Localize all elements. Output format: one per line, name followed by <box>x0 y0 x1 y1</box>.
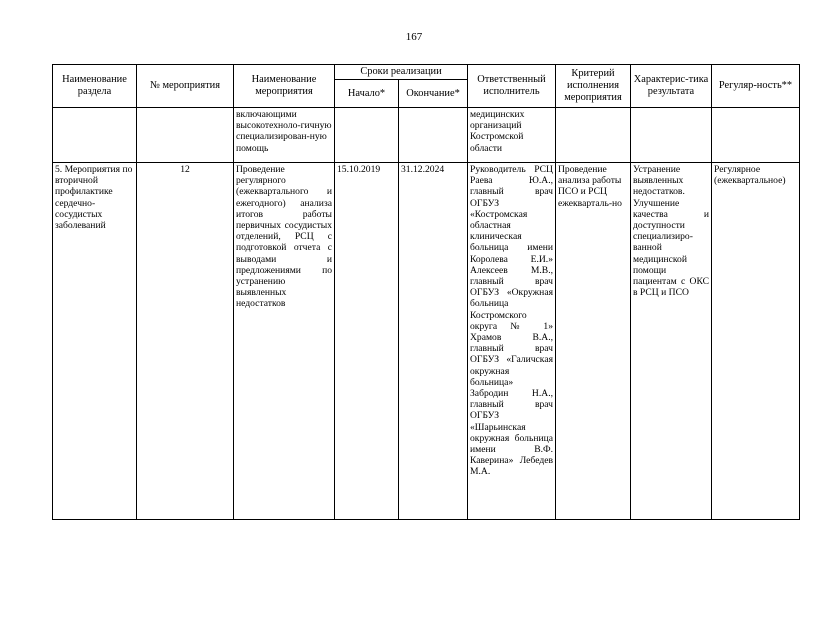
header-criterion: Критерий исполнения мероприятия <box>556 65 631 108</box>
table-row <box>53 108 800 163</box>
cell-name: включающими высокотехноло-гичную специализирован-ную помощь <box>234 108 335 163</box>
cell-regularity: Регулярное (ежеквартальное) <box>712 163 800 520</box>
cell-characteristic: Устранение выявленных недостатков. Улучшение качества и доступности специализиро-ванной медицинской помощи пациентам с ОКС в РСЦ и ПСО <box>631 163 712 520</box>
header-regularity: Регуляр-ность** <box>712 65 800 108</box>
header-start: Начало* <box>335 80 399 108</box>
header-characteristic: Характерис-тика результата <box>631 65 712 108</box>
header-section: Наименование раздела <box>53 65 137 108</box>
header-number: № мероприятия <box>137 65 234 108</box>
cell-end: 31.12.2024 <box>399 163 468 520</box>
cell-criterion: Проведение анализа работы ПСО и РСЦ ежекварталь-но <box>556 163 631 520</box>
cell-start <box>335 108 399 163</box>
page-number: 167 <box>405 31 423 43</box>
table-row <box>53 163 800 520</box>
cell-number: 12 <box>137 163 234 520</box>
cell-number <box>137 108 234 163</box>
cell-responsible: медицинских организаций Костромской области <box>468 108 556 163</box>
cell-start: 15.10.2019 <box>335 163 399 520</box>
header-end: Окончание* <box>399 80 468 108</box>
cell-criterion <box>556 108 631 163</box>
header-responsible: Ответственный исполнитель <box>468 65 556 108</box>
cell-end <box>399 108 468 163</box>
cell-section <box>53 108 137 163</box>
cell-responsible: Руководитель РСЦ Раева Ю.А., главный врач ОГБУЗ «Костромская областная клиническая больница имени Королева Е.И.» Алексеев М.В., главный врач ОГБУЗ «Окружная больница Костромского округа № 1» Храмов В.А., главный врач ОГБУЗ «Галичская окружная больница» Забродин Н.А., главный врач ОГБУЗ «Шарьинская окружная больница имени В.Ф. Каверина» Лебедев М.А. <box>468 163 556 520</box>
cell-regularity <box>712 108 800 163</box>
cell-name: Проведение регулярного (ежеквартального и ежегодного) анализа итогов работы первичных сосудистых отделений, РСЦ с подготовкой отчета с выводами и предложениями по устранению выявленных недостатков <box>234 163 335 520</box>
activity-plan-table <box>52 64 800 520</box>
cell-section: 5. Мероприятия по вторичной профилактике сердечно-сосудистых заболеваний <box>53 163 137 520</box>
header-name: Наименование мероприятия <box>234 65 335 108</box>
header-terms: Сроки реализации <box>335 65 468 80</box>
cell-characteristic <box>631 108 712 163</box>
